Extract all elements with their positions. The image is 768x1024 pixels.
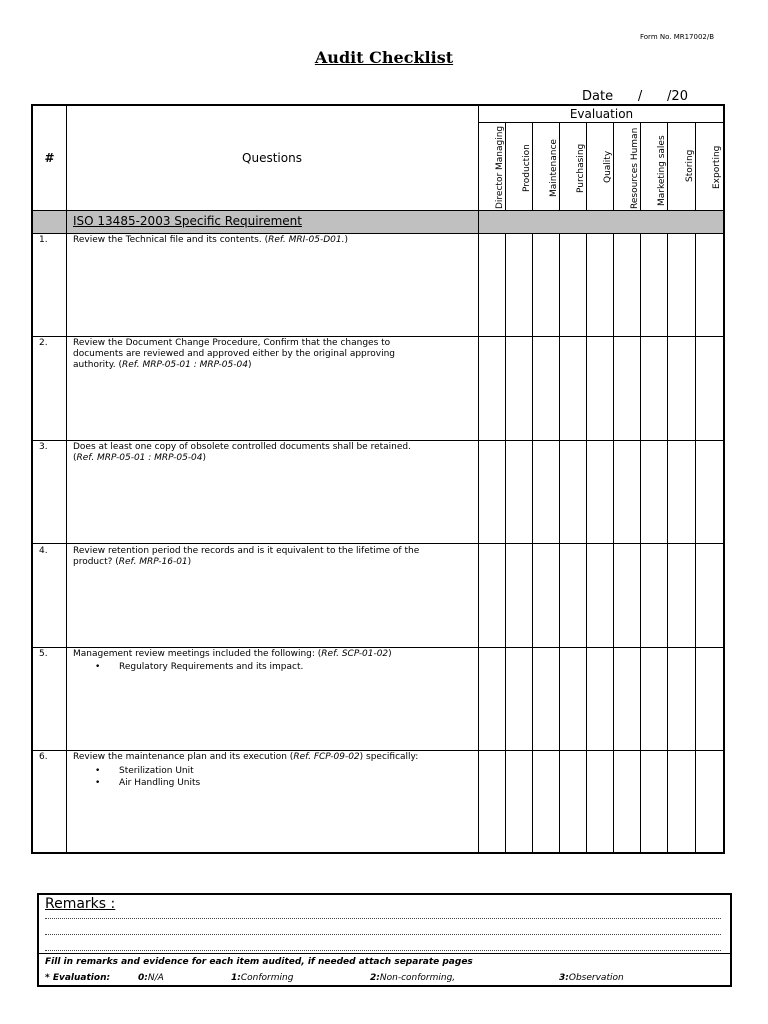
row-divider: [33, 647, 723, 648]
page-title: Audit Checklist: [314, 48, 454, 67]
question-number: 2.: [39, 338, 48, 348]
department-marketing-sales: Marketing sales: [657, 135, 667, 206]
row-divider: [33, 336, 723, 337]
remarks-line[interactable]: [45, 918, 721, 919]
bullet-item: Air Handling Units: [119, 778, 201, 788]
legend-label: Non-conforming,: [379, 973, 456, 983]
question-text: Does at least one copy of obsolete controlled documents shall be retained. (Ref. MRP-05-01 : MRP-05-04): [73, 442, 411, 463]
remarks-title: Remarks :: [45, 896, 116, 912]
remarks-instructions: Fill in remarks and evidence for each item audited, if needed attach separate pages: [45, 957, 473, 967]
department-maintenance: Maintenance: [549, 139, 559, 197]
question-text: Review retention period the records and is it equivalent to the lifetime of the product? (Ref. MRP-16-01): [73, 546, 420, 567]
remarks-divider: [39, 953, 730, 954]
questions-column-header: Questions: [242, 151, 302, 165]
date-field: Date / /20: [582, 89, 688, 104]
department-human-resources: Resources Human: [630, 127, 640, 209]
legend-label: N/A: [147, 973, 164, 983]
legend-code: 1:: [231, 973, 241, 983]
department-production: Production: [522, 144, 532, 192]
legend-label: Observation: [568, 973, 624, 983]
form-number: Form No. MR17002/B: [640, 33, 715, 41]
remarks-box: [37, 893, 732, 987]
department-director-managing: Director Managing: [495, 125, 505, 209]
question-text: Review the Technical file and its contents. (Ref. MRI-05-D01.): [73, 235, 349, 245]
column-divider: [66, 211, 67, 233]
question-number: 1.: [39, 235, 48, 245]
question-number: 4.: [39, 546, 48, 556]
legend-code: 3:: [559, 973, 569, 983]
question-number: 6.: [39, 752, 48, 762]
column-divider: [478, 211, 479, 233]
section-title: ISO 13485-2003 Specific Requirement: [73, 214, 302, 228]
row-divider: [33, 543, 723, 544]
department-quality: Quality: [603, 150, 613, 183]
row-divider: [33, 750, 723, 751]
question-number: 5.: [39, 649, 48, 659]
bullet-icon: •: [95, 662, 101, 672]
question-text: Review the Document Change Procedure, Confirm that the changes to documents are reviewed and approved either by the original approving authority. (Ref. MRP-05-01 : MRP-05-04): [73, 338, 396, 370]
legend-prefix: * Evaluation:: [45, 973, 111, 983]
department-purchasing: Purchasing: [576, 143, 586, 193]
bullet-icon: •: [95, 778, 101, 788]
bullet-icon: •: [95, 766, 101, 776]
bullet-item: Regulatory Requirements and its impact.: [119, 662, 304, 672]
audit-checklist-table: [31, 104, 725, 854]
department-storing: Storing: [685, 149, 695, 182]
question-text: Review the maintenance plan and its execution (Ref. FCP-09-02) specifically:: [73, 752, 419, 762]
department-exporting: Exporting: [712, 145, 722, 189]
row-divider: [33, 233, 723, 234]
legend-label: Conforming: [240, 973, 294, 983]
row-divider: [33, 440, 723, 441]
evaluation-header: Evaluation: [569, 107, 634, 121]
evaluation-divider: [478, 122, 723, 123]
legend-code: 0:: [138, 973, 148, 983]
remarks-line[interactable]: [45, 934, 721, 935]
question-text: Management review meetings included the following: (Ref. SCP-01-02): [73, 649, 392, 659]
number-column-header: #: [44, 151, 55, 165]
legend-code: 2:: [370, 973, 380, 983]
remarks-line[interactable]: [45, 950, 721, 951]
bullet-item: Sterilization Unit: [119, 766, 194, 776]
question-number: 3.: [39, 442, 48, 452]
